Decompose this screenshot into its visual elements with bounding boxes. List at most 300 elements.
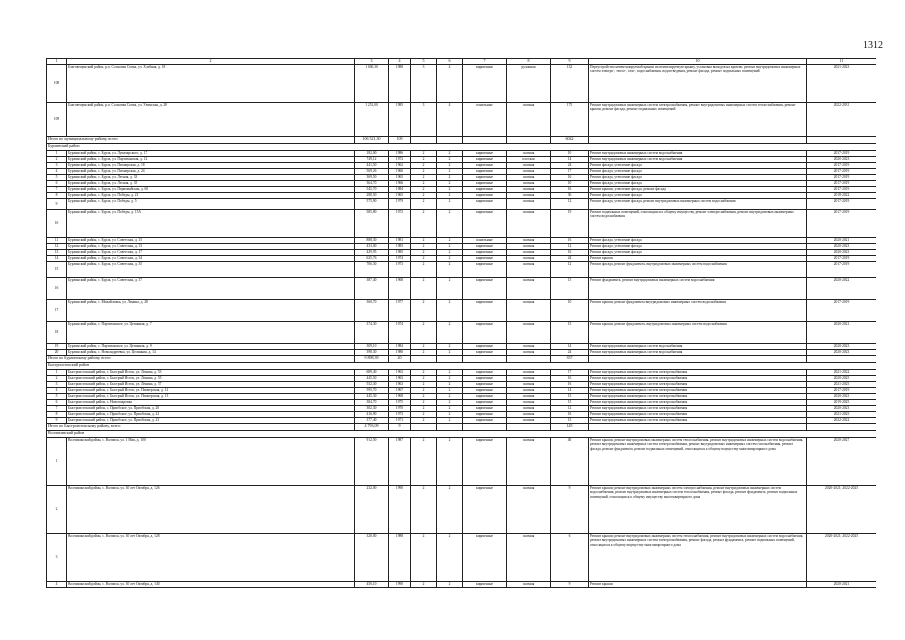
table-cell: 2017-2019 (807, 300, 877, 322)
table-cell: 2 (411, 486, 437, 534)
table-cell: скатная (507, 256, 551, 262)
table-cell: скатная (507, 262, 551, 278)
address-cell: Быстроистокский район, с. Приобское, ул. Приобская, д. 22 (67, 412, 355, 418)
table-cell: 2 (437, 438, 463, 486)
table-cell: кирпичные (463, 65, 507, 103)
work-type-cell: Ремонт фасада, утепление фасада (589, 181, 807, 187)
table-cell: 1981 (389, 238, 411, 244)
table-cell: 749,12 (355, 157, 389, 163)
table-cell: 377,40 (355, 418, 389, 424)
table-cell: 2017-2019 (807, 163, 877, 169)
table-cell: панельные (463, 238, 507, 244)
table-cell: 2 (437, 582, 463, 588)
table-row (47, 103, 877, 137)
table-cell: кирпичные (463, 438, 507, 486)
work-type-cell: Ремонт фасада, утепление фасада (589, 250, 807, 256)
table-cell: кирпичные (463, 169, 507, 175)
column-number-cell: 9 (551, 59, 589, 65)
table-cell: 36 (551, 193, 589, 199)
table-cell: 2 (411, 210, 437, 238)
table-cell: 1979 (389, 199, 411, 210)
work-type-cell: Ремонт фасада, утепление фасада (589, 175, 807, 181)
address-cell: Бурлинский район, с. Бурла, ул. Партизанская, д. 12 (67, 157, 355, 163)
table-cell: скатная (507, 187, 551, 193)
table-cell: 387,40 (355, 278, 389, 300)
district-total-row (47, 356, 877, 363)
table-cell: 2 (437, 210, 463, 238)
row-number: 14 (47, 256, 67, 262)
table-cell: 2 (411, 300, 437, 322)
table-cell: 2 (411, 244, 437, 250)
table-cell: скатная (507, 438, 551, 486)
table-cell: 16 (551, 376, 589, 382)
row-number: 7 (47, 187, 67, 193)
table-cell: 302,30 (355, 406, 389, 412)
table-cell: скатная (507, 210, 551, 238)
table-cell: кирпичные (463, 418, 507, 424)
table-cell: 2 (437, 370, 463, 376)
table-cell: 2 (437, 187, 463, 193)
address-cell: Благовещенский район, р.п. Сосновая Сопка, ул. Улимская, д. 28 (67, 103, 355, 137)
table-cell: кирпичные (463, 412, 507, 418)
registry-sheet (46, 58, 876, 616)
table-cell: 1988 (389, 534, 411, 582)
table-cell: кирпичные (463, 382, 507, 388)
table-cell: 17 (551, 169, 589, 175)
table-cell: 416,90 (355, 412, 389, 418)
row-number: 4 (47, 169, 67, 175)
table-cell: кирпичные (463, 406, 507, 412)
address-cell: Волчихинский район, с. Волчиха, ул. 30 лет Октября, д. 126 (67, 486, 355, 534)
table-cell: 2 (437, 418, 463, 424)
table-cell: 1963 (389, 370, 411, 376)
table-cell: 364,70 (355, 181, 389, 187)
table-cell: 1987 (389, 438, 411, 486)
table-cell: кирпичные (463, 193, 507, 199)
column-number-cell: 7 (463, 59, 507, 65)
table-cell: 384,70 (355, 400, 389, 406)
work-type-cell: Ремонт крыши, утепление фасада, ремонт фасада (589, 187, 807, 193)
table-cell: скатная (507, 344, 551, 350)
column-number-cell: 10 (589, 59, 807, 65)
table-cell: 2020-2021 (807, 582, 877, 588)
table-row (47, 262, 877, 278)
total-cell: 6042 (551, 137, 589, 144)
table-cell: 912,50 (355, 438, 389, 486)
table-row (47, 300, 877, 322)
table-cell: 2 (411, 370, 437, 376)
table-cell: 15 (551, 394, 589, 400)
column-number-cell: 6 (437, 59, 463, 65)
total-cell: 9 (389, 424, 411, 431)
work-type-cell: Ремонт внутридомовых инженерных систем электроснабжения (589, 400, 807, 406)
table-cell: скатная (507, 388, 551, 394)
table-cell: 15 (551, 418, 589, 424)
total-cell (507, 137, 551, 144)
table-cell: скатная (507, 103, 551, 137)
table-cell: 2 (437, 151, 463, 157)
work-type-cell: Ремонт внутридомовых инженерных систем водоснабжения (589, 151, 807, 157)
work-type-cell: Ремонт внутридомовых инженерных систем электроснабжения, ремонт внутридомовых инженерных систем теплоснабжения, ремонт крыши, ремонт фасада, ремонт подвальных помещений (589, 103, 807, 137)
row-number: 5 (47, 394, 67, 400)
table-cell: кирпичные (463, 250, 507, 256)
table-cell: 2020-2023 (807, 406, 877, 412)
table-cell: 2 (411, 163, 437, 169)
address-cell: Благовещенский район, р.п. Сосновая Сопка, ул. Хлебная, д. 18 (67, 65, 355, 103)
address-cell: Бурлинский район, с. Бурла, ул. Лесная, д. 33 (67, 175, 355, 181)
table-cell: скатная (507, 151, 551, 157)
table-cell: 2 (411, 376, 437, 382)
table-cell: 1972 (389, 157, 411, 163)
total-cell (589, 424, 807, 431)
row-number: 1 (47, 370, 67, 376)
address-cell: Бурлинский район, с. Бурла, ул. Лесная, д. 35 (67, 181, 355, 187)
district-name: Бурлинский район (47, 144, 877, 151)
table-cell: скатная (507, 250, 551, 256)
table-cell: 2 (411, 199, 437, 210)
table-cell: 2 (437, 400, 463, 406)
table-cell: 2017-2019 (807, 175, 877, 181)
table-cell: 1980 (389, 350, 411, 356)
table-cell: 2017-2019 (807, 388, 877, 394)
table-cell: 2017-2019 (807, 256, 877, 262)
table-cell: 16 (551, 382, 589, 388)
district-group-row (47, 431, 877, 438)
table-cell: 2 (411, 582, 437, 588)
table-cell: 398,30 (355, 350, 389, 356)
table-cell: кирпичные (463, 175, 507, 181)
table-cell: 2 (411, 157, 437, 163)
table-cell: 2 (411, 534, 437, 582)
address-cell: Бурлинский район, с. Бурла, ул. Советская, д. 15 (67, 238, 355, 244)
work-type-cell: Ремонт фасада, утепление фасада (589, 169, 807, 175)
total-cell (411, 424, 437, 431)
table-cell: скатная (507, 400, 551, 406)
table-cell: кирпичные (463, 181, 507, 187)
table-cell: 2022-2022 (807, 418, 877, 424)
table-cell: 2 (411, 344, 437, 350)
column-number-cell: 3 (355, 59, 389, 65)
table-cell: 2020-2023 (807, 250, 877, 256)
work-type-cell: Ремонт крыши (589, 256, 807, 262)
total-cell: 109 (389, 137, 411, 144)
address-cell: Волчихинский район, с. Волчиха, ул. 30 лет Октября, д. 140 (67, 582, 355, 588)
row-number: 9 (47, 418, 67, 424)
total-cell (437, 137, 463, 144)
address-cell: Быстроистокский район, с. Быстрый Исток, ул. Ленина, д. 57 (67, 382, 355, 388)
row-number: 2 (47, 157, 67, 163)
table-row (47, 278, 877, 300)
table-cell: 19 (551, 210, 589, 238)
table-cell: 1966 (389, 169, 411, 175)
table-cell: скатная (507, 486, 551, 534)
table-cell: 1973 (389, 412, 411, 418)
table-cell: 2017-2019 (807, 262, 877, 278)
table-cell: 2 (411, 181, 437, 187)
table-cell: 1965 (389, 175, 411, 181)
work-type-cell: Ремонт подвальных помещений, относящихся к общему имуществу, ремонт электроснабжения, ремонт внутридомовых инженерных систем водоснабжения (589, 210, 807, 238)
table-cell: 15 (551, 322, 589, 344)
row-number: 9 (47, 199, 67, 210)
total-cell (589, 137, 807, 144)
table-cell: 2 (437, 534, 463, 582)
table-cell: 545,70 (355, 187, 389, 193)
table-cell: 24 (551, 256, 589, 262)
total-cell: 145 (551, 424, 589, 431)
table-cell: 1975 (389, 400, 411, 406)
table-cell: 2018-2022 (807, 193, 877, 199)
table-cell: 2020-2023 (807, 244, 877, 250)
work-type-cell: Ремонт внутридомовых инженерных систем водоснабжения (589, 157, 807, 163)
table-cell: 2 (437, 278, 463, 300)
table-row (47, 582, 877, 588)
total-cell (411, 137, 437, 144)
table-cell: 360,70 (355, 300, 389, 322)
table-cell: 182,00 (355, 151, 389, 157)
table-cell: кирпичные (463, 244, 507, 250)
table-cell: 9 (551, 486, 589, 534)
table-cell: скатная (507, 244, 551, 250)
page-number: 1312 (863, 40, 883, 51)
table-cell: кирпичные (463, 344, 507, 350)
address-cell: Бурлинский район, с. Партизанское, ул. Целинная, д. 7 (67, 322, 355, 344)
work-type-cell: Ремонт фасада, утепление фасада, ремонт внутридомовых инженерных систем водоснабжения (589, 199, 807, 210)
total-cell (437, 356, 463, 363)
work-type-cell: Ремонт фундамента, ремонт внутридомовых инженерных систем водоснабжения (589, 278, 807, 300)
table-cell: 2020-2023 (807, 344, 877, 350)
table-cell: 595,70 (355, 388, 389, 394)
table-cell: 1963 (389, 382, 411, 388)
table-cell: скатная (507, 350, 551, 356)
table-cell: 24 (551, 163, 589, 169)
table-cell: 1977 (389, 300, 411, 322)
table-cell: скатная (507, 163, 551, 169)
table-cell: 1985 (389, 103, 411, 137)
table-cell: 445,30 (355, 394, 389, 400)
table-cell: 1984 (389, 187, 411, 193)
work-type-cell: Ремонт крыши, ремонт внутридомовых инженерных систем теплоснабжения, ремонт внутридомовых инженерных систем водоснабжения, ремонт внутридомовых инженерных систем электроснабжения, ремонт внутридомовых инженерных систем газоснабжения, ремонт фасада, ремонт фундамента, ремонт подвальных помещений, относящихся к общему имуществу многоквартирного дома (589, 438, 807, 486)
table-cell: 1962 (389, 163, 411, 169)
table-cell: 10 (551, 181, 589, 187)
work-type-cell: Ремонт фасада, ремонт фундамента, внутридомовых инженерных систем водоснабжения (589, 262, 807, 278)
table-cell: 2 (411, 350, 437, 356)
table-cell: 16 (551, 250, 589, 256)
work-type-cell: Ремонт внутридомовых инженерных систем электроснабжения (589, 376, 807, 382)
address-cell: Волчихинский район, с. Волчиха, ул. 1 Мая, д. 100 (67, 438, 355, 486)
row-number: 109 (47, 103, 67, 137)
table-cell: 1968 (389, 394, 411, 400)
table-row (47, 438, 877, 486)
row-number: 5 (47, 175, 67, 181)
table-cell: 1970 (389, 406, 411, 412)
table-cell: 2021-2025 (807, 382, 877, 388)
total-label: Итого по Бурлинскому району, всего: (47, 356, 355, 363)
address-cell: Бурлинский район, с. Партизанское, ул. Целинная, д. 9 (67, 344, 355, 350)
address-cell: Бурлинский район, с. Бурла, ул. Советская, д. 34 (67, 256, 355, 262)
table-cell: плоская (507, 157, 551, 163)
table-cell: 2 (437, 175, 463, 181)
table-cell: 2020-2023 (807, 157, 877, 163)
table-cell: 2017-2019 (807, 187, 877, 193)
table-cell: 24 (551, 350, 589, 356)
table-cell: скатная (507, 193, 551, 199)
table-cell: 2 (437, 169, 463, 175)
table-cell: 2020-2025 (807, 376, 877, 382)
table-cell: скатная (507, 181, 551, 187)
table-cell: 309,10 (355, 344, 389, 350)
table-cell: 2020-2021; 2022-2025 (807, 534, 877, 582)
total-cell: 4 793,09 (355, 424, 389, 431)
table-cell: 1972 (389, 210, 411, 238)
table-cell: 2017-2019 (807, 169, 877, 175)
total-label: Итого по муниципальному району, всего: (47, 137, 355, 144)
table-cell: 2 (437, 486, 463, 534)
table-cell: 2020-2021 (807, 322, 877, 344)
table-cell: скатная (507, 322, 551, 344)
table-cell: 2 (411, 278, 437, 300)
work-type-cell: Ремонт фасада, утепление фасада (589, 163, 807, 169)
table-cell: 2 (411, 400, 437, 406)
table-cell: 12 (551, 244, 589, 250)
table-cell: 1983 (389, 244, 411, 250)
work-type-cell: Ремонт внутридомовых инженерных систем электроснабжения (589, 370, 807, 376)
table-cell: 2 (411, 238, 437, 244)
total-label: Итого по Быстроистокскому району, всего: (47, 424, 355, 431)
column-number-cell: 5 (411, 59, 437, 65)
work-type-cell: Ремонт крыши (589, 582, 807, 588)
address-cell: Бурлинский район, с. Бурла, ул. Победы, д. 5 (67, 199, 355, 210)
table-cell: 1988 (389, 65, 411, 103)
table-cell: 2020-2023 (807, 350, 877, 356)
table-cell: кирпичные (463, 534, 507, 582)
table-cell: скатная (507, 418, 551, 424)
table-cell: 2 (411, 187, 437, 193)
column-number-cell: 4 (389, 59, 411, 65)
address-cell: Бурлинский район, с. Бурла, ул. Советская, д. 17 (67, 250, 355, 256)
table-cell: 2 (437, 163, 463, 169)
table-cell: 3 (411, 65, 437, 103)
table-cell: 706,30 (355, 262, 389, 278)
total-cell (437, 424, 463, 431)
table-cell: 369,50 (355, 175, 389, 181)
table-cell: 1985 (389, 250, 411, 256)
table-cell: 232,00 (355, 486, 389, 534)
table-row (47, 486, 877, 534)
table-cell: 2 (411, 418, 437, 424)
work-type-cell: Ремонт внутридомовых инженерных систем электроснабжения (589, 382, 807, 388)
district-total-row (47, 424, 877, 431)
table-cell: 2 (411, 262, 437, 278)
table-cell: 2 (411, 193, 437, 199)
table-cell: 2 (437, 244, 463, 250)
district-name: Волчихинский район (47, 431, 877, 438)
table-row (47, 210, 877, 238)
address-cell: Бурлинский район, с. Бурла, ул. Пионерская, д. 24 (67, 169, 355, 175)
table-cell: 6 (551, 534, 589, 582)
row-number: 18 (47, 322, 67, 344)
table-cell: 14 (551, 388, 589, 394)
table-cell: 2 (437, 350, 463, 356)
table-cell: 450,10 (355, 582, 389, 588)
address-cell: Бурлинский район, с. Бурла, ул. Первомайская, д. 60 (67, 187, 355, 193)
table-cell: 441,50 (355, 163, 389, 169)
table-cell: 1973 (389, 262, 411, 278)
row-number: 7 (47, 406, 67, 412)
total-cell (507, 356, 551, 363)
table-cell: 10 (551, 151, 589, 157)
work-type-cell: Ремонт внутридомовых инженерных систем электроснабжения (589, 388, 807, 394)
table-cell: 2 (437, 199, 463, 210)
address-cell: Бурлинский район, с. Новоандреевка, ул. Целинная, д. 14 (67, 350, 355, 356)
table-cell: 552,30 (355, 382, 389, 388)
table-cell: скатная (507, 534, 551, 582)
row-number: 6 (47, 181, 67, 187)
work-type-cell: Ремонт внутридомовых инженерных систем электроснабжения (589, 394, 807, 400)
table-cell: скатная (507, 199, 551, 210)
work-type-cell: Ремонт крыши, ремонт фундамента, внутридомовых инженерных систем водоснабжения (589, 322, 807, 344)
table-row (47, 65, 877, 103)
column-number-cell: 11 (807, 59, 877, 65)
row-number: 10 (47, 210, 67, 238)
table-cell: рулонная (507, 65, 551, 103)
address-cell: Бурлинский район, с. Михайловка, ул. Ленина, д. 28 (67, 300, 355, 322)
table-cell: 689,40 (355, 370, 389, 376)
table-cell: 2 (437, 193, 463, 199)
table-cell: 1963 (389, 376, 411, 382)
table-cell: 585,80 (355, 210, 389, 238)
work-type-cell: Ремонт фасада, утепление фасада (589, 238, 807, 244)
table-cell: скатная (507, 278, 551, 300)
table-cell: скатная (507, 238, 551, 244)
work-type-cell: Ремонт внутридомовых инженерных систем водоснабжения (589, 344, 807, 350)
table-cell: 445,50 (355, 376, 389, 382)
table-cell: скатная (507, 370, 551, 376)
address-cell: Бурлинский район, с. Бурла, ул. Пионерская, д. 18 (67, 163, 355, 169)
table-cell: 132 (551, 65, 589, 103)
row-number: 1 (47, 438, 67, 486)
district-group-row (47, 144, 877, 151)
table-cell: кирпичные (463, 486, 507, 534)
row-number: 1 (47, 151, 67, 157)
district-group-row (47, 363, 877, 370)
table-cell: 2 (437, 344, 463, 350)
table-cell: кирпичные (463, 376, 507, 382)
address-cell: Бурлинский район, с. Бурла, ул. Советская, д. 35 (67, 262, 355, 278)
table-cell: скатная (507, 175, 551, 181)
address-cell: Быстроистокский район, с. Быстрый Исток, ул. Пионерская, д. 13 (67, 394, 355, 400)
table-cell: скатная (507, 406, 551, 412)
table-cell: скатная (507, 412, 551, 418)
table-cell: 429,95 (355, 250, 389, 256)
table-cell: 2017-2019 (807, 210, 877, 238)
table-row (47, 199, 877, 210)
table-cell: 2022-2031 (807, 103, 877, 137)
table-cell: 4 (437, 103, 463, 137)
table-cell: 888,30 (355, 238, 389, 244)
table-cell: 1990 (389, 582, 411, 588)
total-cell (463, 356, 507, 363)
table-cell: скатная (507, 382, 551, 388)
table-cell: 1974 (389, 322, 411, 344)
table-cell: 2 (437, 256, 463, 262)
table-cell: 2 (411, 175, 437, 181)
work-type-cell: Ремонт фасада, утепление фасада (589, 244, 807, 250)
total-cell (807, 137, 877, 144)
row-number: 15 (47, 262, 67, 278)
work-type-cell: Ремонт крыши; ремонт внутридомовых инженерных систем теплоснабжения, ремонт внутридомовых инженерных систем водоснабжения, ремонт внутридомовых инженерных систем электроснабжения, ремонт фасада, ремонт фундамента, ремонт подвальных помещений, относящихся к общему имуществу многоквартирного дома (589, 534, 807, 582)
table-cell: 12 (551, 199, 589, 210)
table-cell: 2 (437, 262, 463, 278)
